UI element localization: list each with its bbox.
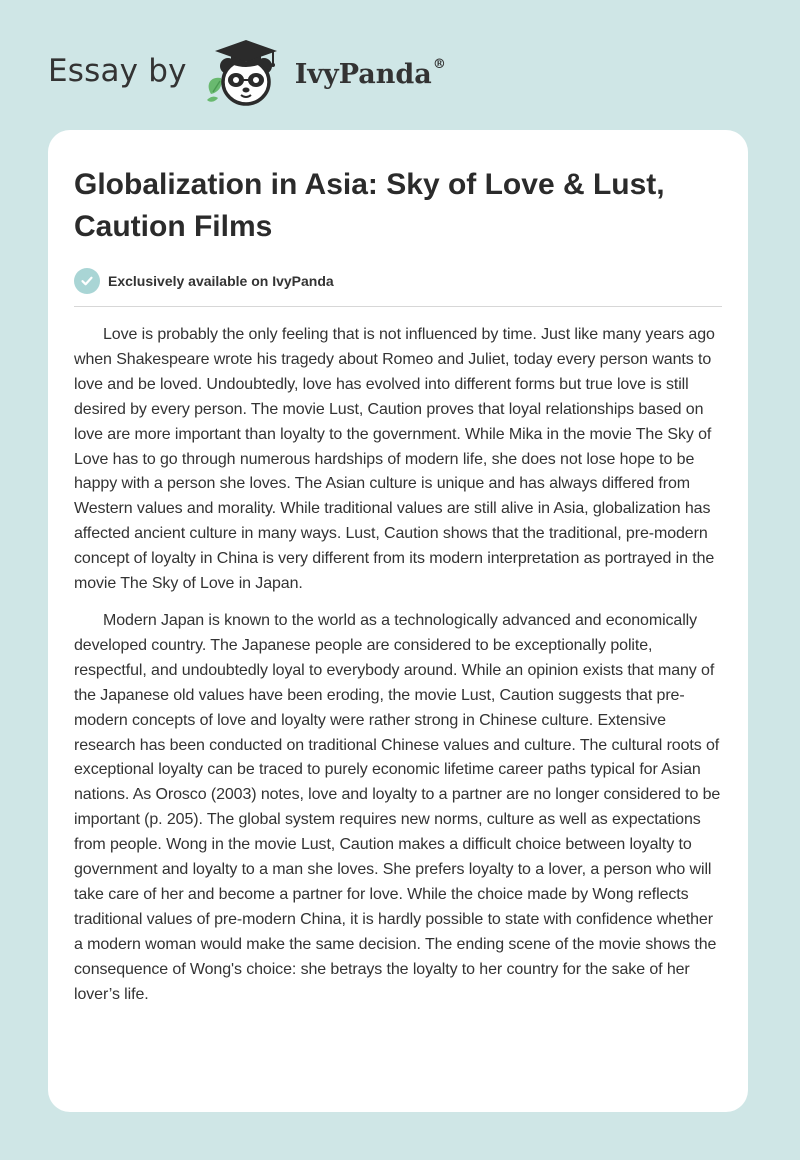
essay-body bbox=[74, 323, 722, 1007]
paragraph: Love is probably the only feeling that is not influenced by time. Just like many years ago when Shakespeare wrote his tragedy about Romeo and Juliet, today every person wants to love and be loved. Undoubtedly, love has evolved into different forms but true love is still desired by every person. The movie Lust, Caution proves that loyal relationships based on love are more important than loyalty to the government. While Mika in the movie The Sky of Love has to go through numerous hardships of modern life, she does not lose hope to be happy with a person she loves. The Asian culture is unique and has always differed from Western values and morality. While traditional values are still alive in Asia, globalization has affected ancient culture in many ways. Lust, Caution shows that the traditional, pre-modern concept of loyalty in China is very different from its modern interpretation as portrayed in the movie The Sky of Love in Japan. bbox=[74, 326, 715, 593]
brand-name[interactable]: IvyPanda® bbox=[294, 56, 446, 90]
badge-text: Exclusively available on IvyPanda bbox=[108, 273, 334, 289]
registered-mark: ® bbox=[432, 56, 446, 72]
site-header bbox=[48, 36, 446, 110]
essay-title: Globalization in Asia: Sky of Love & Lust, Caution Films bbox=[74, 168, 665, 243]
brand-prefix: Essay by bbox=[48, 53, 187, 89]
paragraph: Modern Japan is known to the world as a technologically advanced and economically developed country. The Japanese people are considered to be exceptionally polite, respectful, and undoubtedly loyal to everybody around. While an opinion exists that many of the Japanese old values have been eroding, the movie Lust, Caution suggests that pre-modern concepts of love and loyalty were rather strong in Chinese culture. Extensive research has been conducted on traditional Chinese values and culture. The cultural roots of exceptional loyalty can be traced to purely economic lifetime career paths typical for Asian nations. As Orosco (2003) notes, love and loyalty to a partner are no longer considered to be important (p. 205). The global system requires new norms, culture as well as expectations from people. Wong in the movie Lust, Caution makes a difficult choice between loyalty to government and loyalty to a man she loves. She prefers loyalty to a lover, a person who will take care of her and become a partner for love. While the choice made by Wong reflects traditional values of pre-modern China, it is hardly possible to state with confidence whether a modern woman would make the same decision. The ending scene of the movie shows the consequence of Wong's choice: she betrays the loyalty to her country for the sake of her lover’s life. bbox=[74, 611, 721, 1003]
divider bbox=[74, 306, 722, 307]
check-icon bbox=[74, 268, 100, 294]
panda-logo-icon[interactable] bbox=[201, 36, 293, 110]
exclusive-badge bbox=[74, 268, 722, 294]
essay-card bbox=[48, 130, 748, 1112]
